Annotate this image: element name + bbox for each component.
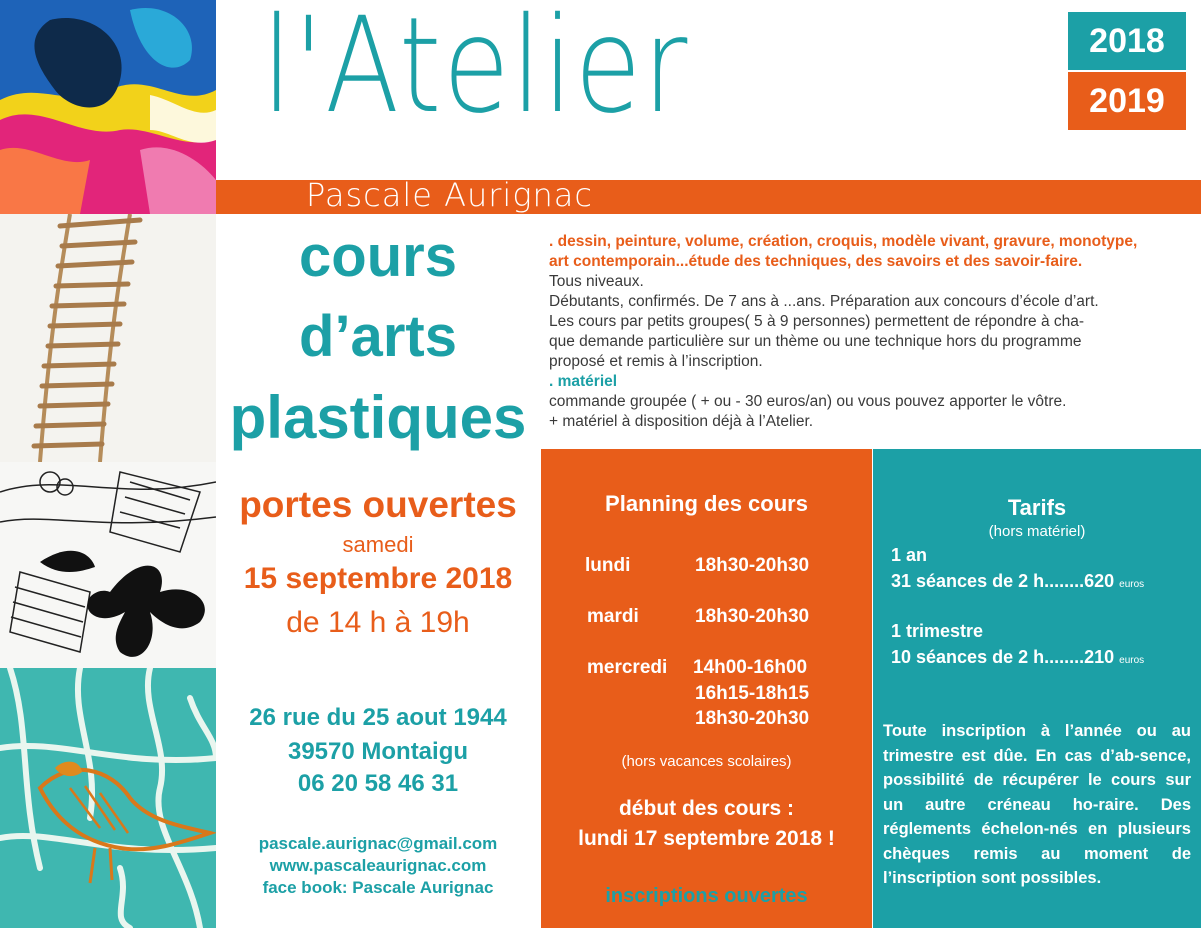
disciplines-line1: . dessin, peinture, volume, création, croquis, modèle vivant, gravure, monotype, [549,233,1138,250]
planning-time-wednesday-1: 14h00-16h00 [693,657,808,678]
planning-time-monday: 18h30-20h30 [695,555,810,576]
website-link[interactable]: www.pascaleaurignac.com [269,856,487,875]
page-title: l'Atelier [262,0,690,143]
planning-time-tuesday: 18h30-20h30 [695,606,810,627]
artwork-watercolor [0,0,216,214]
open-house-title: portes ouvertes [239,484,517,525]
open-house-date: 15 septembre 2018 [243,562,513,595]
planning-day-monday: lundi [585,555,631,576]
audience-text: Débutants, confirmés. De 7 ans à ...ans. Préparation aux concours d’école d’art. [549,293,1099,310]
headline-line2: d’arts [299,304,457,369]
material-line2: + matériel à disposition déjà à l’Atelier. [549,413,814,430]
levels-text: Tous niveaux. [549,273,644,290]
email-link[interactable]: pascale.aurignac@gmail.com [258,834,498,853]
material-heading: . matériel [549,373,618,390]
year-end-badge: 2019 [1068,72,1186,130]
address-street: 26 rue du 25 aout 1944 [249,704,507,731]
open-house-day: samedi [342,532,414,557]
headline-line1: cours [299,224,457,289]
planning-time-wednesday-3: 18h30-20h30 [695,708,810,729]
start-date: lundi 17 septembre 2018 ! [578,827,835,850]
planning-title: Planning des cours [605,491,808,516]
start-label: début des cours : [618,797,795,820]
material-line1: commande groupée ( + ou - 30 euros/an) ou vous pouvez apporter le vôtre. [549,393,1067,410]
tarif-year-currency: euros [1119,579,1145,590]
planning-day-wednesday: mercredi [587,657,668,678]
groups-line3: proposé et remis à l’inscription. [549,353,763,370]
year-start-badge: 2018 [1068,12,1186,70]
tarifs-title: Tarifs [1007,495,1067,520]
tarif-year-label: 1 an [891,545,928,565]
artwork-ink-drawing [0,462,216,668]
tarif-term-label: 1 trimestre [891,621,984,641]
tarif-term-detail [891,647,1144,668]
artwork-twig-ladder [0,214,216,462]
registrations-open: inscriptions ouvertes [605,885,808,907]
open-house-hours: de 14 h à 19h [286,606,470,639]
holidays-note: (hors vacances scolaires) [621,753,792,770]
headline-line3: plastiques [229,384,527,451]
artist-name: Pascale Aurignac [306,176,593,214]
course-description [549,232,1199,432]
tarif-term-price: 10 séances de 2 h........210 [891,647,1115,667]
planning-panel [541,449,872,928]
planning-day-tuesday: mardi [587,606,639,627]
tarif-term-currency: euros [1119,655,1145,666]
tarifs-subtitle: (hors matériel) [988,523,1086,540]
tarif-year-price: 31 séances de 2 h........620 [891,571,1115,591]
tarifs-note: Toute inscription à l’année ou au trimestre est dûe. En cas d’ab-sence, possibilité de récupérer le cours sur un autre créneau ho-raire. Des réglements échelon-nés en plusieurs chèques remis au moment de l’inscription sont possibles. [883,722,1191,887]
groups-line2: que demande particulière sur un thème ou une technique hors du programme [549,333,1082,350]
tarif-year-detail [891,571,1144,592]
disciplines-line2: art contemporain...étude des techniques, des savoirs et des savoir-faire. [549,253,1083,270]
groups-line1: Les cours par petits groupes( 5 à 9 personnes) permettent de répondre à cha- [549,313,1085,330]
facebook-link[interactable]: face book: Pascale Aurignac [262,878,494,897]
phone-number[interactable]: 06 20 58 46 31 [297,770,459,797]
artwork-bird-print [0,668,216,928]
address-city: 39570 Montaigu [287,738,469,765]
planning-time-wednesday-2: 16h15-18h15 [695,683,810,704]
tarifs-panel [873,449,1201,928]
